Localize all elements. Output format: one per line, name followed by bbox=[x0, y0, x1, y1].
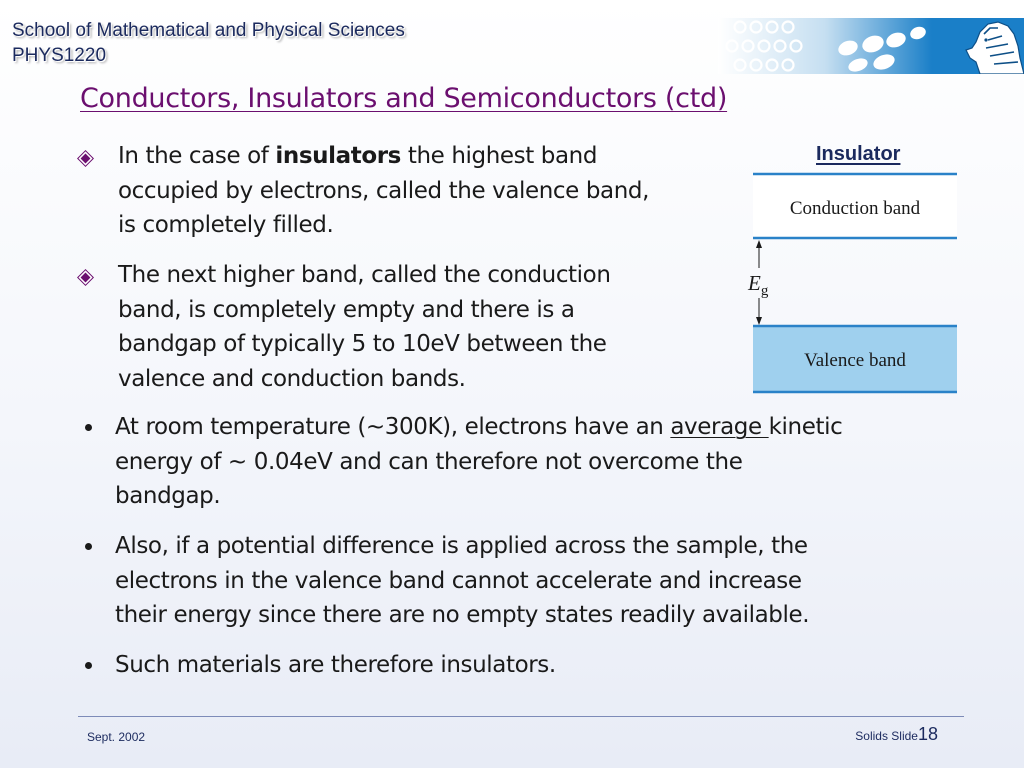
bullet-text bbox=[115, 529, 995, 633]
bullet-text bbox=[115, 648, 995, 683]
bullet-text-line: occupied by electrons, called the valence band, bbox=[118, 177, 650, 204]
bullet-text-prefix: At room temperature (~300K), electrons have an bbox=[115, 414, 671, 440]
course-header bbox=[12, 18, 405, 68]
bullet-text-line: energy of ~ 0.04eV and can therefore not overcome the bbox=[115, 448, 743, 475]
gap-arrow-up-head bbox=[756, 240, 762, 248]
insulator-band-diagram bbox=[740, 168, 964, 398]
bullet-keyword-insulators: insulators bbox=[275, 143, 401, 169]
logo-fade-overlay bbox=[718, 18, 1024, 74]
bullet-text-prefix: In the case of bbox=[118, 143, 276, 169]
slide-title: Conductors, Insulators and Semiconductors (ctd) bbox=[80, 83, 728, 114]
diamond-bullet-icon bbox=[81, 154, 91, 164]
bullet-text-line: Also, if a potential difference is applied across the sample, the bbox=[115, 533, 808, 559]
bullet-text bbox=[118, 139, 738, 243]
school-name: School of Mathematical and Physical Sciences bbox=[12, 20, 405, 41]
bullet-underlined-average: average bbox=[670, 414, 769, 440]
bullet-text bbox=[115, 410, 995, 514]
bullet-text-line: band, is completely empty and there is a bbox=[118, 296, 575, 323]
dot-bullet-icon bbox=[85, 543, 92, 550]
diagram-title: Insulator bbox=[816, 143, 901, 165]
bullet-text-line: the highest band bbox=[400, 143, 598, 169]
slide-number-label bbox=[855, 724, 938, 745]
energy-gap-symbol bbox=[747, 271, 769, 299]
gap-arrow-down-head bbox=[756, 317, 762, 325]
course-code: PHYS1220 bbox=[12, 45, 107, 66]
gap-subscript-g: g bbox=[760, 283, 769, 299]
conduction-band-label: Conduction band bbox=[789, 198, 921, 219]
valence-band-label: Valence band bbox=[804, 350, 906, 371]
dot-bullet-icon bbox=[85, 424, 92, 431]
bullet-text-line: is completely filled. bbox=[118, 212, 334, 238]
bullet-text-line: The next higher band, called the conduction bbox=[118, 262, 611, 288]
gap-symbol-e: E bbox=[748, 271, 761, 295]
slide-number: 18 bbox=[917, 724, 938, 744]
bullet-text-line: Such materials are therefore insulators. bbox=[115, 652, 556, 678]
bullet-text bbox=[118, 258, 738, 396]
footer-divider bbox=[78, 716, 964, 717]
dot-bullet-icon bbox=[85, 662, 92, 669]
bullet-text-line: electrons in the valence band cannot accelerate and increase bbox=[115, 567, 802, 594]
bullet-text-suffix: kinetic bbox=[768, 414, 843, 440]
university-logo-banner bbox=[718, 18, 1024, 74]
bullet-text-line: their energy since there are no empty states readily available. bbox=[115, 602, 810, 628]
bullet-text-line: valence and conduction bands. bbox=[118, 365, 466, 392]
diamond-bullet-icon bbox=[81, 273, 91, 283]
slide-label: Solids Slide bbox=[855, 729, 918, 743]
bullet-text-line: bandgap. bbox=[115, 483, 221, 509]
footer-date: Sept. 2002 bbox=[87, 730, 146, 744]
bullet-text-line: bandgap of typically 5 to 10eV between the bbox=[118, 331, 607, 357]
